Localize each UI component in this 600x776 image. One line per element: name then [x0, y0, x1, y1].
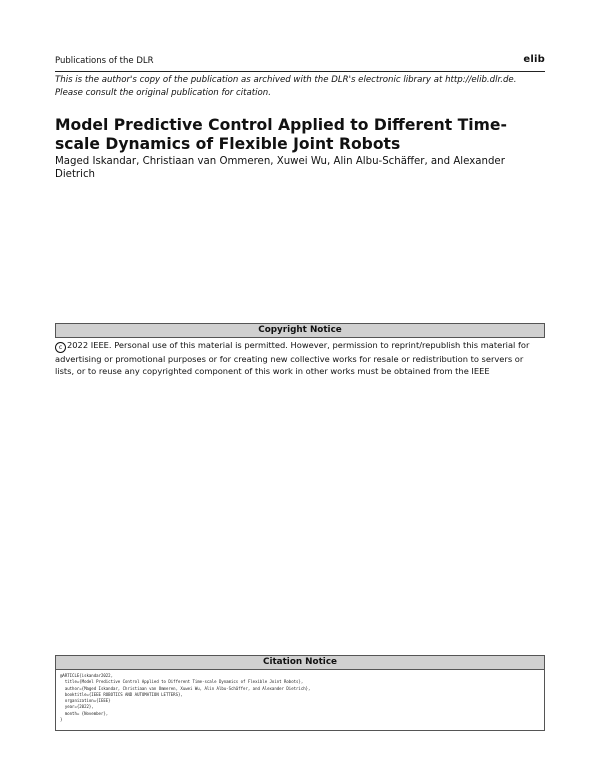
paper-title: Model Predictive Control Applied to Different Time-scale Dynamics of Flexible Joint Robots	[55, 116, 507, 153]
copyright-heading: Copyright Notice	[55, 323, 545, 338]
publisher-label: Publications of the DLR	[55, 56, 154, 66]
elib-logo: elib	[523, 54, 545, 65]
bibtex-line: title={Model Predictive Control Applied to Different Time-scale Dynamics of Flexible Joint Robots},	[60, 679, 304, 685]
bibtex-block	[55, 670, 545, 731]
bibtex-line: author={Maged Iskandar, Christiaan van Ommeren, Xuwei Wu, Alin Albu-Schäffer, and Alexander Dietrich},	[60, 685, 311, 691]
author-list: Maged Iskandar, Christiaan van Ommeren, Xuwei Wu, Alin Albu-Schäffer, and Alexander Dietrich	[55, 156, 505, 180]
copyright-symbol-icon: c	[55, 342, 66, 353]
bibtex-line: year={2022},	[60, 704, 94, 710]
copyright-body: 2022 IEEE. Personal use of this material is permitted. However, permission to reprint/republish this material for advertising or promotional purposes or for creating new collective works for resale or redistribution to servers or lists, or to reuse any copyrighted component of this work in other works must be obtained from the IEEE	[55, 340, 530, 377]
copyright-text-block	[55, 338, 545, 378]
document-page	[55, 0, 545, 776]
bibtex-line: organization={IEEE}	[60, 698, 111, 704]
citation-heading: Citation Notice	[55, 655, 545, 670]
header-divider	[55, 71, 545, 72]
citation-notice	[55, 655, 545, 731]
bibtex-line: @ARTICLE{iskandar2022,	[60, 673, 113, 678]
bibtex-line: }	[60, 717, 63, 723]
page-header	[55, 54, 545, 70]
copyright-notice	[55, 323, 545, 378]
archive-disclaimer: This is the author's copy of the publication as archived with the DLR's electronic library at http://elib.dlr.de. Please consult the original publication for citation.	[55, 75, 517, 98]
bibtex-line: booktitle={IEEE ROBOTICS AND AUTOMATION LETTERS},	[60, 691, 183, 697]
bibtex-line: month= {November},	[60, 710, 109, 716]
